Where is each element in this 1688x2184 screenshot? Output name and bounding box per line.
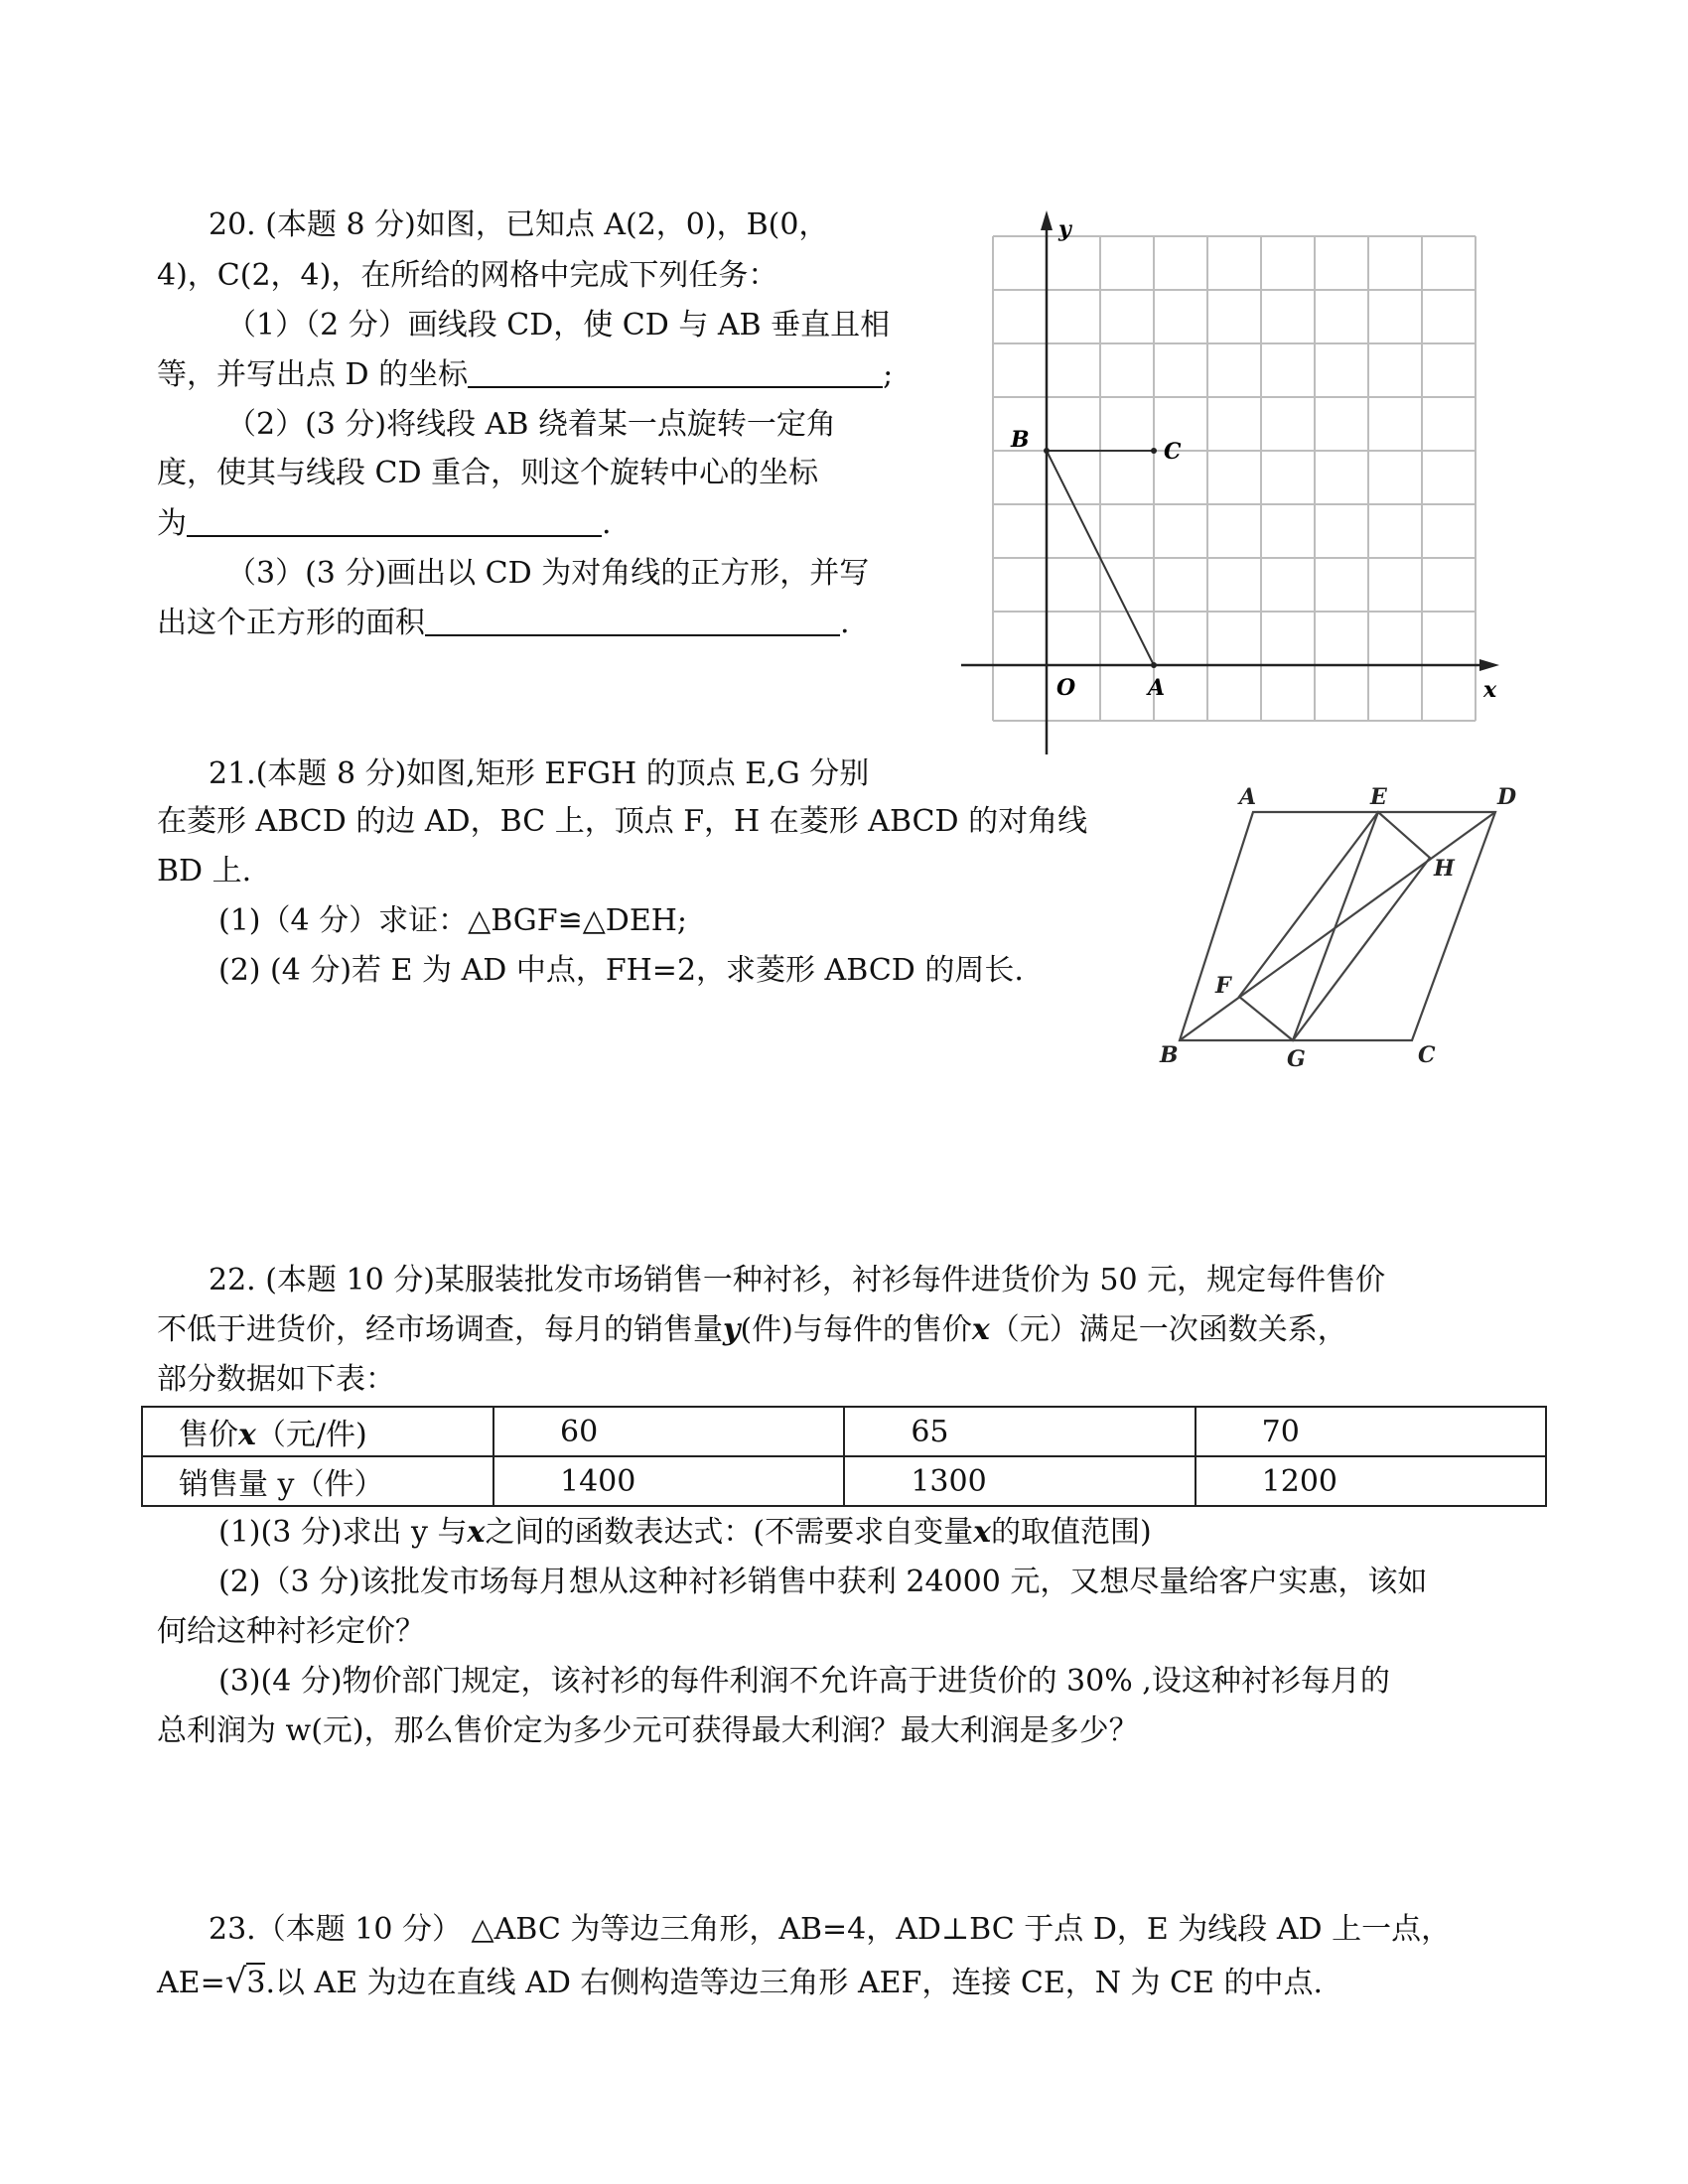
segment-eg (1293, 812, 1378, 1040)
q23-line2-b: .以 AE 为边在直线 AD 右侧构造等边三角形 AEF，连接 CE，N 为 CE 的中点. (265, 1966, 1323, 2000)
table-cell: 70 (1196, 1407, 1546, 1456)
q20-coordinate-figure (943, 208, 1509, 764)
q22-line3: 部分数据如下表： (157, 1362, 395, 1397)
q22-line2 (157, 1310, 1347, 1350)
q20-line3: （1）（2 分）画线段 CD，使 CD 与 AB 垂直且相 (226, 308, 891, 342)
table-row-sales-label: 销售量 y（件） (142, 1456, 493, 1506)
sqrt-radicand: 3 (246, 1963, 265, 2000)
answer-blank-d[interactable] (468, 356, 883, 388)
q20-line7-end: . (602, 506, 612, 541)
q21-line3: BD 上. (157, 854, 252, 888)
q20-line5: （2）(3 分)将线段 AB 绕着某一点旋转一定角 (226, 407, 836, 442)
point-c-label: C (1164, 439, 1182, 465)
vertex-c-label: C (1418, 1042, 1436, 1067)
answer-blank-area[interactable] (425, 605, 840, 636)
point-c (1151, 448, 1157, 454)
origin-label: O (1056, 675, 1076, 701)
q20-line4-end: ; (883, 357, 894, 392)
q22-sub1: (1)(3 分)求出 y 与x之间的函数表达式：(不需要求自变量x的取值范围) (218, 1515, 1152, 1550)
q20-line4 (157, 355, 893, 395)
q22-line1: 22. (本题 10 分)某服装批发市场销售一种衬衫，衬衫每件进货价为 50 元，规定每件售价 (209, 1263, 1386, 1297)
point-b (1044, 448, 1050, 454)
price-sales-table (141, 1406, 1547, 1507)
q20-line9-end: . (840, 606, 850, 640)
y-axis-arrow (1041, 210, 1053, 230)
q20-line7-text: 为 (157, 506, 187, 541)
q20-line2: 4)，C(2，4)，在所给的网格中完成下列任务： (157, 258, 778, 293)
vertex-d-label: D (1497, 784, 1517, 810)
answer-blank-center[interactable] (187, 505, 602, 537)
q22-sub2a: (2)（3 分)该批发市场每月想从这种衬衫销售中获利 24000 元，又想尽量给客户实惠，该如 (218, 1565, 1428, 1599)
point-a-label: A (1148, 675, 1166, 701)
q22-sub2b: 何给这种衬衫定价？ (157, 1614, 425, 1649)
point-a (1151, 662, 1157, 668)
q20-line9 (157, 604, 850, 643)
table-row-price (142, 1407, 1546, 1456)
vertex-e-label: E (1370, 784, 1387, 810)
q20-line9-text: 出这个正方形的面积 (157, 606, 425, 640)
q20-line8: （3）(3 分)画出以 CD 为对角线的正方形，并写 (226, 556, 870, 591)
table-cell: 1300 (844, 1456, 1195, 1506)
vertex-a-label: A (1239, 784, 1257, 810)
table-cell: 65 (844, 1407, 1195, 1456)
q21-line5: (2) (4 分)若 E 为 AD 中点，FH=2，求菱形 ABCD 的周长. (218, 953, 1024, 988)
vertex-f-label: F (1215, 973, 1231, 999)
q20-line1: 20. (本题 8 分)如图，已知点 A(2，0)，B(0， (209, 207, 829, 242)
q21-line1: 21.(本题 8 分)如图,矩形 EFGH 的顶点 E,G 分别 (209, 756, 870, 791)
sqrt-symbol: √ (224, 1962, 247, 2001)
vertex-b-label: B (1160, 1042, 1179, 1067)
q20-line6: 度，使其与线段 CD 重合，则这个旋转中心的坐标 (157, 456, 819, 490)
q23-line2-a: AE= (157, 1966, 225, 2000)
q22-var-y: y (723, 1312, 741, 1347)
q23-line1: 23.（本题 10 分） △ABC 为等边三角形，AB=4，AD⊥BC 于点 D，E 为线段 AD 上一点， (209, 1912, 1452, 1947)
q21-rhombus-figure (1152, 779, 1529, 1067)
diagonal-bd (1180, 812, 1495, 1040)
x-axis-label: x (1483, 677, 1497, 703)
q21-line4: (1)（4 分）求证：△BGF≌△DEH; (218, 903, 688, 938)
x-axis-arrow (1479, 659, 1499, 671)
point-b-label: B (1011, 427, 1030, 453)
axes (961, 220, 1491, 754)
table-row-price-label: 售价x（元/件) (142, 1407, 493, 1456)
y-axis-label: y (1058, 216, 1071, 242)
q21-line2: 在菱形 ABCD 的边 AD，BC 上，顶点 F，H 在菱形 ABCD 的对角线 (157, 804, 1088, 839)
table-row-sales (142, 1456, 1546, 1506)
q22-var-x: x (971, 1312, 990, 1347)
q22-line2-b: (件)与每件的售价 (740, 1312, 972, 1347)
q22-line2-a: 不低于进货价，经市场调查，每月的销售量 (157, 1312, 723, 1347)
table-cell: 1200 (1196, 1456, 1546, 1506)
q20-line7 (157, 504, 612, 544)
vertex-h-label: H (1434, 856, 1455, 882)
q22-sub3b: 总利润为 w(元)，那么售价定为多少元可获得最大利润？最大利润是多少？ (157, 1713, 1139, 1748)
q20-line4-text: 等，并写出点 D 的坐标 (157, 357, 469, 392)
table-cell: 1400 (493, 1456, 844, 1506)
vertex-g-label: G (1287, 1046, 1306, 1067)
q22-line2-c: （元）满足一次函数关系， (989, 1312, 1347, 1347)
q22-sub3a: (3)(4 分)物价部门规定，该衬衫的每件利润不允许高于进货价的 30% ,设这种衬衫每月的 (218, 1664, 1390, 1699)
table-cell: 60 (493, 1407, 844, 1456)
q23-line2 (157, 1962, 1323, 2003)
grid-lines (993, 236, 1476, 721)
